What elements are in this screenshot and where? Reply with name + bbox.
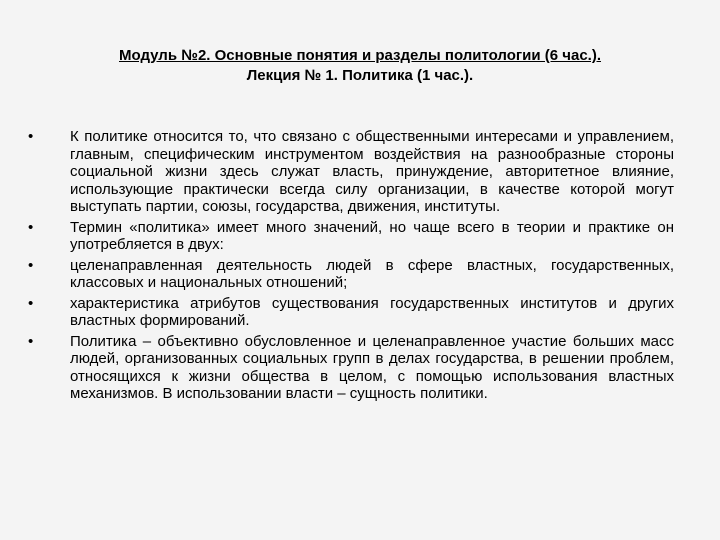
bullet-text: Политика – объективно обусловленное и целенаправленное участие больших масс людей, организованных социальных групп в делах государства, в решении проблем, относящихся к жизни общества в целом, с помощью использования властных механизмов. В использовании власти – сущность политики.	[70, 332, 674, 402]
bullet-icon: •	[28, 128, 34, 145]
bullet-icon: •	[28, 256, 34, 274]
bullet-list	[28, 128, 674, 406]
bullet-text: Термин «политика» имеет много значений, но чаще всего в теории и практике он употребляется в двух:	[70, 218, 674, 253]
bullet-text: целенаправленная деятельность людей в сфере властных, государственных, классовых и национальных отношений;	[70, 256, 674, 291]
bullet-icon: •	[28, 294, 34, 312]
slide-title	[40, 46, 680, 86]
list-item	[28, 219, 674, 254]
title-module: Модуль №2. Основные понятия и разделы политологии (6 час.).	[119, 47, 601, 64]
bullet-icon: •	[28, 332, 34, 350]
bullet-text: К политике относится то, что связано с общественными интересами и управлением, главным, специфическим инструментом воздействия на разнообразные стороны социальной жизни здесь служат власть, принуждение, авторитетное влияние, использующие практически всегда силу организации, в качестве которой могут выступать партии, союзы, государства, движения, институты.	[70, 128, 674, 215]
list-item	[28, 333, 674, 403]
list-item	[28, 128, 674, 216]
bullet-icon: •	[28, 218, 34, 236]
title-lecture: Лекция № 1. Политика (1 час.).	[246, 67, 474, 84]
list-item	[28, 295, 674, 330]
list-item	[28, 257, 674, 292]
bullet-text: характеристика атрибутов существования государственных институтов и других властных формирований.	[70, 294, 674, 329]
